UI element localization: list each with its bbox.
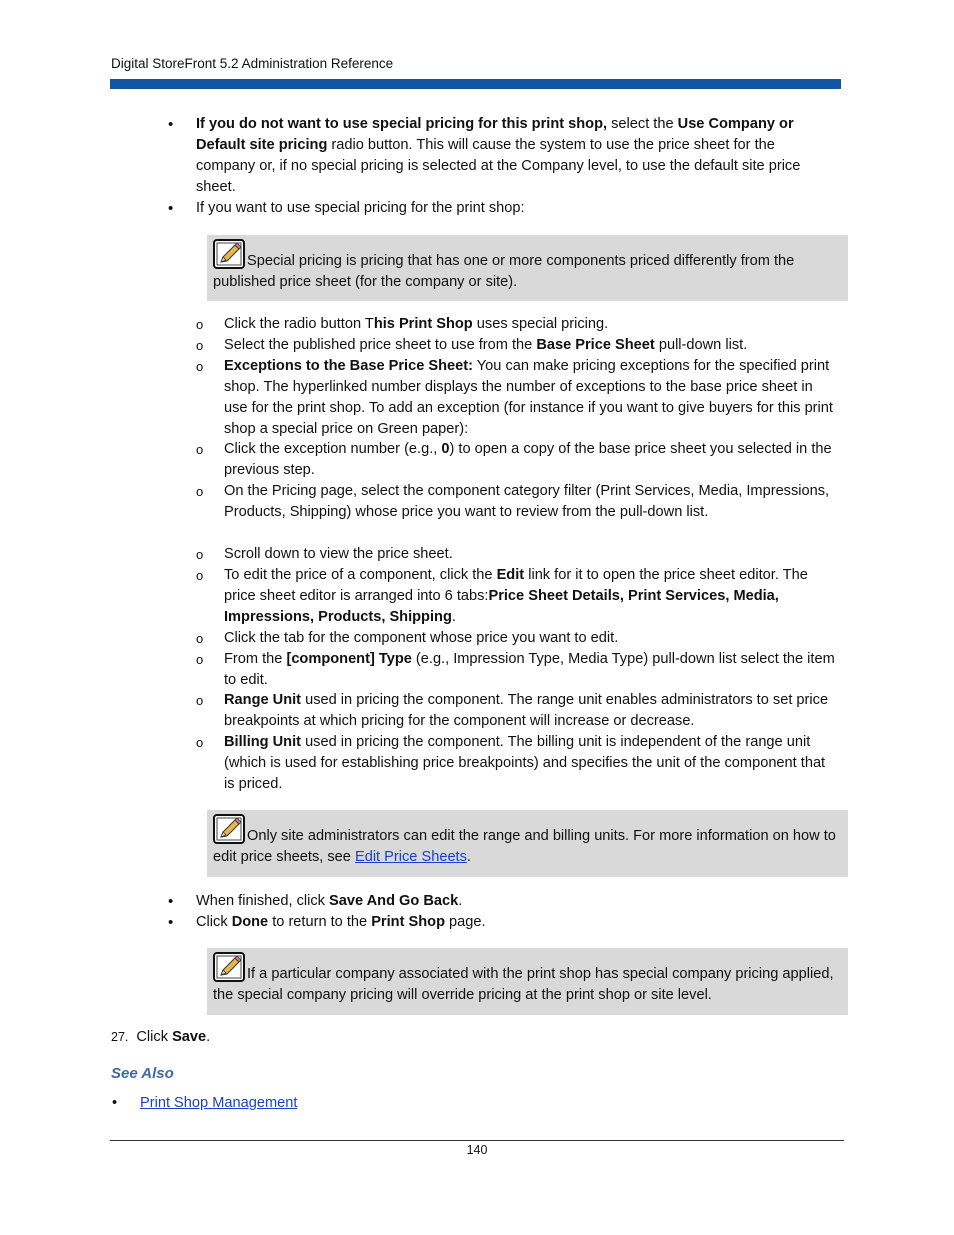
sub-bullet	[196, 481, 838, 523]
sub-bold: his Print Shop	[373, 316, 473, 332]
bullet-save-and-go-back	[168, 891, 836, 912]
step-bold: Save	[172, 1029, 207, 1045]
note-text	[213, 952, 840, 1006]
sub-bullet-glyph: o	[196, 484, 204, 499]
bullet-text: If you want to use special pricing for the print shop:	[196, 200, 525, 216]
sub-bullet-glyph: o	[196, 652, 204, 667]
running-header: Digital StoreFront 5.2 Administration Reference	[111, 56, 394, 71]
bullet-lead: If you do not want to use special pricing for this print shop,	[196, 116, 608, 132]
sub-text: Click the tab for the component whose price you want to edit.	[224, 630, 619, 646]
bullet-text: radio button. This will cause the system to use the price sheet for the company or, if no special pricing is selected at the Company level, to use the default site price sheet.	[196, 137, 801, 195]
bullet-text: When finished, click	[196, 893, 330, 909]
sub-text: Click the exception number (e.g.,	[224, 441, 442, 457]
sub-bullet	[196, 314, 838, 335]
header-bar	[110, 79, 841, 89]
bullet-text: page.	[444, 914, 486, 930]
sub-bullet	[196, 439, 838, 481]
sub-bullet	[196, 690, 838, 732]
note-body: If a particular company associated with the print shop has special company pricing applied, the special company pricing will override pricing at the print shop or site level.	[213, 966, 834, 1003]
note-text	[213, 239, 840, 293]
sub-bullet-glyph: o	[196, 442, 204, 457]
sub-text: uses special pricing.	[472, 316, 609, 332]
bullet-glyph: •	[112, 1095, 118, 1111]
sub-bullet	[196, 649, 838, 691]
sub-bullet-glyph: o	[196, 338, 204, 353]
step-number: 27.	[111, 1030, 129, 1044]
bullet-bold: Save And Go Back	[329, 893, 459, 909]
sub-text: used in pricing the component. The billing unit is independent of the range unit (which is used for establishing price breakpoints) and specifies the unit of the component that is priced.	[224, 734, 826, 792]
sub-bold: Edit	[496, 567, 525, 583]
sub-text: You can make pricing exceptions for the specified print shop. The hyperlinked number displays the number of exceptions to the base price sheet in use for the print shop. To add an exception (for instance if you want to give buyers for this print shop a special price on Green paper):	[224, 358, 833, 437]
see-also-item	[112, 1093, 298, 1114]
sub-bullet-glyph: o	[196, 735, 204, 750]
sub-bullet-glyph: o	[196, 547, 204, 562]
sub-bullet	[196, 356, 838, 440]
sub-text: ) to open a copy of the base price sheet you selected in the previous step.	[224, 441, 832, 478]
sub-bullet	[196, 335, 838, 356]
note-body: Only site administrators can edit the range and billing units. For more information on how to edit price sheets, see	[213, 828, 836, 865]
bullet-glyph: •	[168, 914, 174, 931]
note-body: Special pricing is pricing that has one or more components priced differently from the published price sheet (for the company or site).	[213, 253, 795, 290]
bullet-click-done	[168, 912, 836, 933]
sub-text: Click the radio button T	[224, 316, 374, 332]
bullet-text: select the	[607, 116, 678, 132]
sub-text: Scroll down to view the price sheet.	[224, 546, 453, 562]
sub-bold: 0	[441, 441, 450, 457]
bullet-glyph: •	[168, 116, 174, 133]
pencil-note-icon	[213, 239, 245, 269]
sub-text: On the Pricing page, select the component category filter (Print Services, Media, Impressions, Products, Shipping) whose price you want to review from the pull-down list.	[224, 483, 830, 520]
sub-text: From the	[224, 651, 287, 667]
sub-bold: Billing Unit	[224, 734, 302, 750]
sub-text: To edit the price of a component, click the	[224, 567, 497, 583]
step-27	[111, 1027, 210, 1048]
sub-bullet-glyph: o	[196, 693, 204, 708]
footer-rule	[110, 1140, 844, 1141]
note-box	[207, 235, 848, 301]
sub-bullet	[196, 544, 838, 565]
step-text: Click	[136, 1029, 173, 1045]
bullet-text: Click	[196, 914, 232, 930]
pencil-note-icon	[213, 814, 245, 844]
sub-bullet	[196, 732, 838, 795]
bullet-no-special-pricing	[168, 114, 836, 198]
step-text: .	[206, 1029, 211, 1045]
note-box	[207, 810, 848, 877]
sub-text: used in pricing the component. The range unit enables administrators to set price breakpoints at which pricing for the component will increase or decrease.	[224, 692, 829, 729]
note-box	[207, 948, 848, 1015]
see-also-heading: See Also	[111, 1065, 174, 1082]
bullet-glyph: •	[168, 200, 174, 217]
sub-bold: Exceptions to the Base Price Sheet:	[224, 358, 473, 374]
bullet-text: .	[458, 893, 463, 909]
sub-text: Select the published price sheet to use from the	[224, 337, 537, 353]
bullet-bold: Done	[231, 914, 269, 930]
note-body: .	[466, 849, 471, 865]
bullet-special-pricing	[168, 198, 836, 219]
sub-bullet-glyph: o	[196, 317, 204, 332]
sub-bold: Price Sheet Details, Print Services, Media, Impressions, Products, Shipping	[224, 588, 779, 625]
bullet-bold: Print Shop	[371, 914, 445, 930]
bullet-text: to return to the	[268, 914, 372, 930]
edit-price-sheets-link[interactable]: Edit Price Sheets	[354, 849, 467, 865]
print-shop-management-link[interactable]: Print Shop Management	[140, 1095, 298, 1111]
sub-bullet-glyph: o	[196, 568, 204, 583]
pencil-note-icon	[213, 952, 245, 982]
sub-bullet-glyph: o	[196, 631, 204, 646]
page-number: 140	[466, 1143, 488, 1157]
sub-bold: [component] Type	[286, 651, 412, 667]
bullet-bold: Use Company or Default site pricing	[196, 116, 794, 153]
sub-text: pull-down list.	[654, 337, 748, 353]
sub-text: .	[451, 609, 456, 625]
sub-bold: Base Price Sheet	[536, 337, 655, 353]
sub-bold: Range Unit	[224, 692, 302, 708]
sub-bullet	[196, 628, 838, 649]
sub-text: (e.g., Impression Type, Media Type) pull-down list select the item to edit.	[224, 651, 835, 688]
note-text	[213, 814, 840, 868]
sub-text: link for it to open the price sheet editor. The price sheet editor is arranged into 6 tabs:	[224, 567, 808, 604]
bullet-glyph: •	[168, 893, 174, 910]
sub-bullet-glyph: o	[196, 359, 204, 374]
sub-bullet	[196, 565, 838, 628]
